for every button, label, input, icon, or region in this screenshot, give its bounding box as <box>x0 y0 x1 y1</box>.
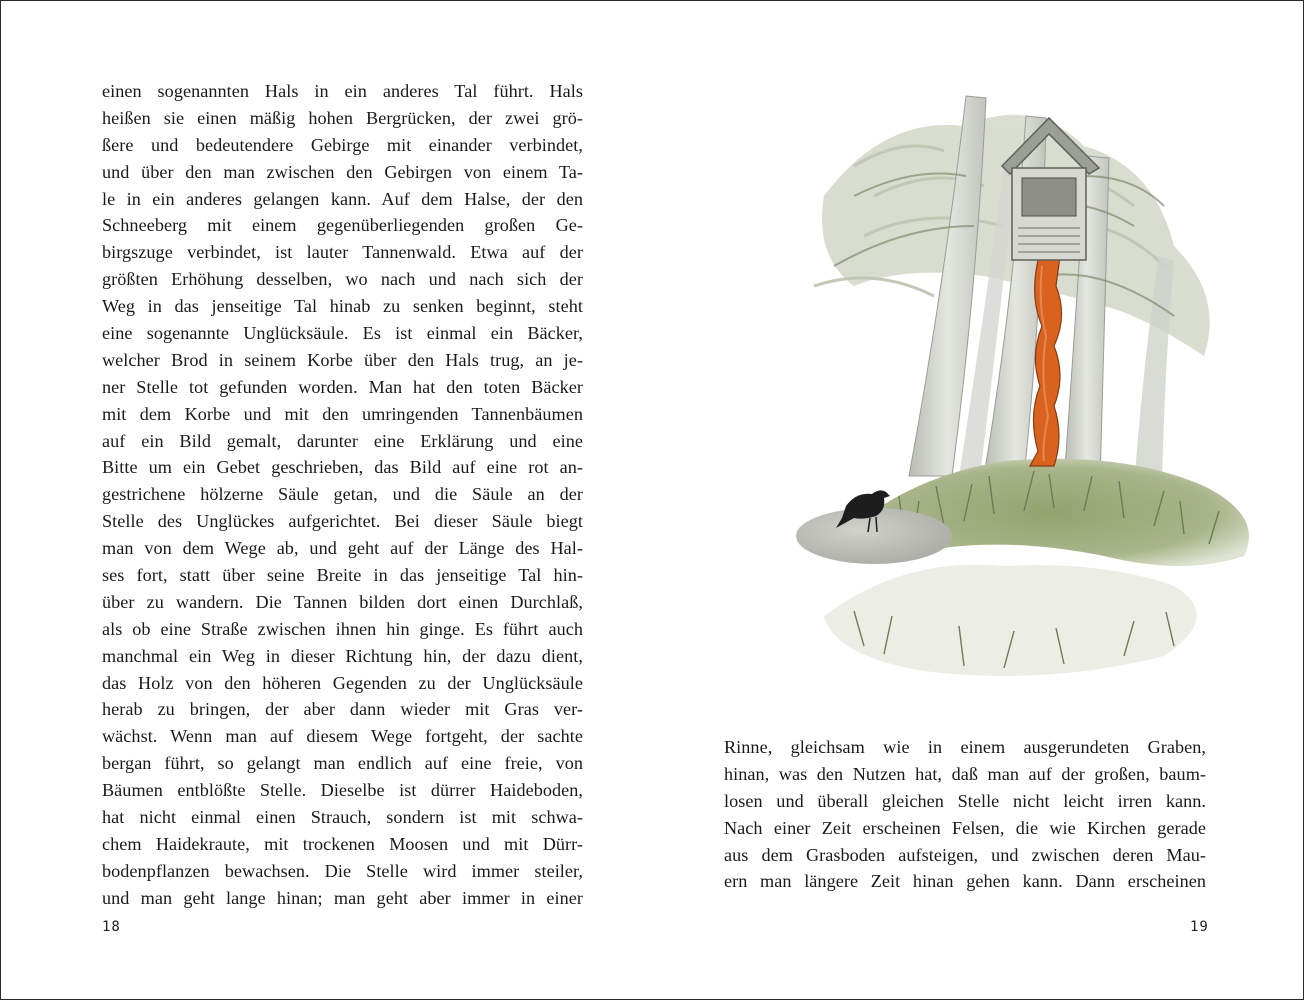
text-line: gestrichene hölzerne Säule getan, und die Säule an der <box>102 484 583 505</box>
text-line: bergan führt, so gelangt man endlich auf eine freie, von <box>102 753 583 774</box>
text-line: einen sogenannten Hals in ein anderes Tal führt. Hals <box>102 81 583 101</box>
text-line: Rinne, gleichsam wie in einem ausgerundeten Graben, <box>724 737 1206 757</box>
text-line: losen und überall gleichen Stelle nicht leicht irren kann. <box>724 790 1206 811</box>
text-line: über zu wandern. Die Tannen bilden dort einen Durchlaß, <box>102 591 583 612</box>
text-line: welcher Brod in seinem Korbe über den Hals trug, an je- <box>102 349 583 370</box>
right-page-text <box>724 734 1206 895</box>
text-line: und über den man zwischen den Gebirgen von einem Ta- <box>102 161 583 182</box>
text-line: ßere und bedeutendere Gebirge mit einander verbindet, <box>102 134 583 155</box>
text-line: ner Stelle tot gefunden worden. Man hat den toten Bäcker <box>102 376 583 397</box>
text-line: le in ein anderes gelangen kann. Auf dem Halse, der den <box>102 188 583 209</box>
text-line: größten Erhöhung desselben, wo nach und nach sich der <box>102 269 583 290</box>
text-line: auf ein Bild gemalt, darunter eine Erklärung und eine <box>102 430 583 451</box>
page-number-right: 19 <box>1190 919 1209 935</box>
grass-mound <box>824 459 1249 676</box>
text-line: hinan, was den Nutzen hat, daß man auf der großen, baum- <box>724 763 1206 784</box>
text-line: Nach einer Zeit erscheinen Felsen, die wie Kirchen gerade <box>724 817 1206 838</box>
text-line: Weg in das jenseitige Tal hinab zu senken beginnt, steht <box>102 296 583 317</box>
text-line: mit dem Korbe und mit den umringenden Tannenbäumen <box>102 403 583 424</box>
text-line: Schneeberg mit einem gegenüberliegenden großen Ge- <box>102 215 583 236</box>
page-number-left: 18 <box>102 919 121 935</box>
text-line: man von dem Wege ab, und geht auf der Länge des Hal- <box>102 538 583 559</box>
text-line: heißen sie einen mäßig hohen Bergrücken, der zwei grö- <box>102 107 583 128</box>
right-page <box>652 1 1303 999</box>
text-line: das Holz von den höheren Gegenden zu der Unglücksäule <box>102 672 583 693</box>
text-line: eine sogenannte Unglücksäule. Es ist einmal ein Bäcker, <box>102 323 583 344</box>
text-line: bodenpflanzen bewachsen. Die Stelle wird immer steiler, <box>102 860 583 881</box>
left-page <box>1 1 652 999</box>
text-line: Bitte um ein Gebet geschrieben, das Bild auf eine rot an- <box>102 457 583 478</box>
text-line: hat nicht einmal einen Strauch, sondern ist mit schwa- <box>102 807 583 828</box>
text-line: chem Haidekraute, mit trockenen Moosen und mit Dürr- <box>102 833 583 854</box>
text-line: Bäumen entblößte Stelle. Dieselbe ist dürrer Haideboden, <box>102 780 583 801</box>
text-line: ses fort, statt über seine Breite in das jenseitige Tal hin- <box>102 565 583 586</box>
text-line: birgszuge verbindet, ist lauter Tannenwald. Etwa auf der <box>102 242 583 263</box>
text-line: Stelle des Unglückes aufgerichtet. Bei dieser Säule biegt <box>102 511 583 532</box>
text-line: ern man längere Zeit hinan gehen kann. Dann erscheinen <box>724 871 1206 892</box>
text-line: als ob eine Straße zwischen ihnen hin ginge. Es führt auch <box>102 618 583 639</box>
text-line: herab zu bringen, der aber dann wieder mit Gras ver- <box>102 699 583 720</box>
text-line: aus dem Grasboden aufsteigen, und zwischen deren Mau- <box>724 844 1206 865</box>
text-line: wächst. Wenn man auf diesem Wege fortgeht, der sachte <box>102 726 583 747</box>
text-line: manchmal ein Weg in dieser Richtung hin, der dazu dient, <box>102 645 583 666</box>
illustration-shrine-pillar <box>704 56 1284 706</box>
left-page-text <box>102 78 583 912</box>
text-line: und man geht lange hinan; man geht aber immer in einer <box>102 887 583 908</box>
